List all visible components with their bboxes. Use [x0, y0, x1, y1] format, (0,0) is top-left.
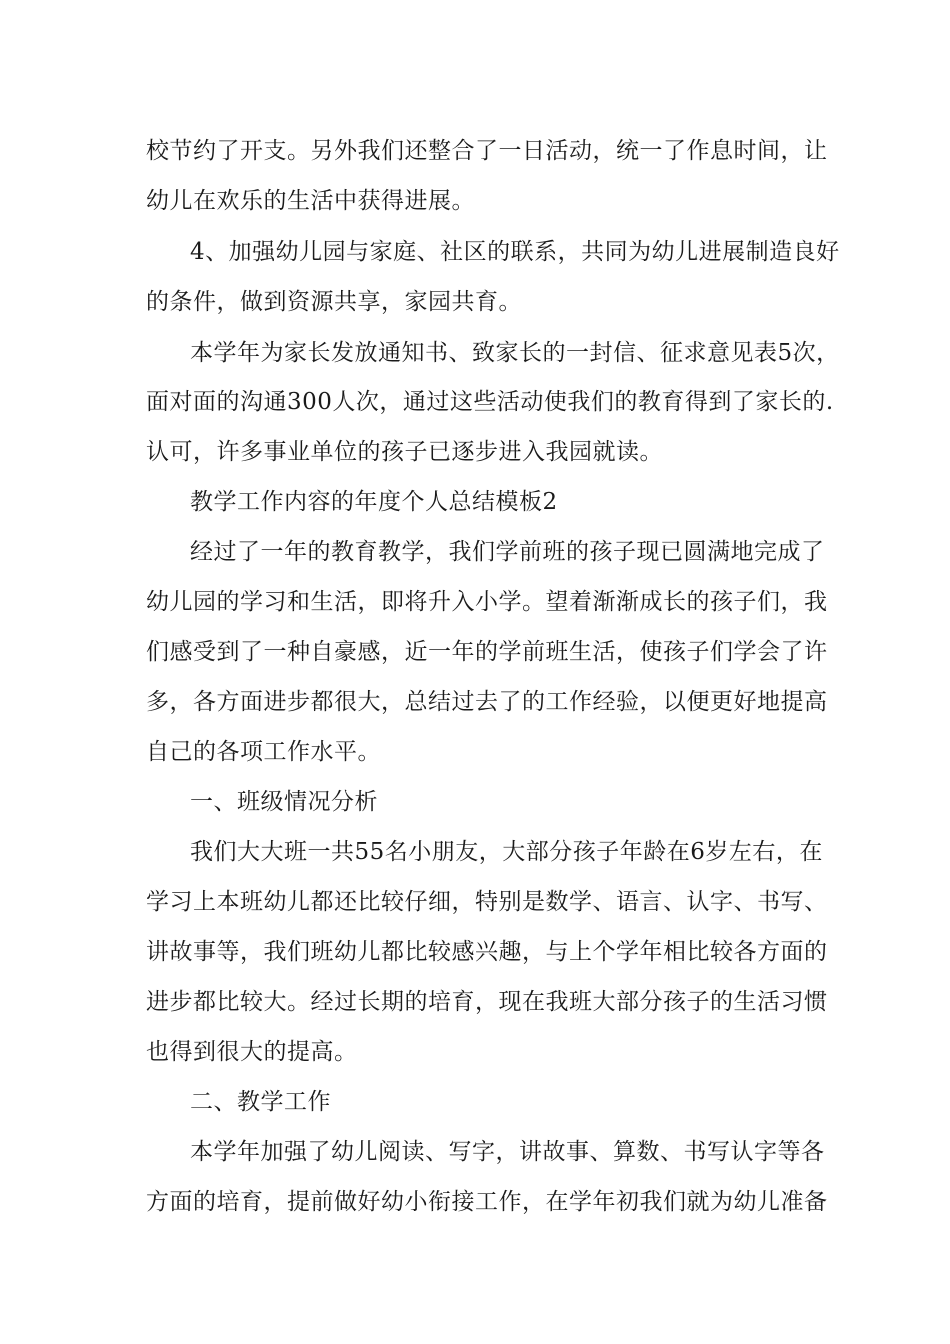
text-line: 4、加强幼儿园与家庭、社区的联系，共同为幼儿进展制造良好: [190, 239, 840, 265]
text-line: 本学年加强了幼儿阅读、写字，讲故事、算数、书写认字等各: [190, 1139, 825, 1165]
text-line: 认可，许多事业单位的孩子已逐步进入我园就读。: [146, 439, 663, 465]
text-line: 面对面的沟通300人次，通过这些活动使我们的教育得到了家长的.: [146, 389, 834, 415]
text-line: 我们大大班一共55名小朋友，大部分孩子年龄在6岁左右，在: [190, 839, 823, 865]
section-title: 教学工作内容的年度个人总结模板2: [190, 489, 558, 515]
text-line: 多，各方面进步都很大，总结过去了的工作经验，以便更好地提高: [146, 689, 828, 715]
text-line: 进步都比较大。经过长期的培育，现在我班大部分孩子的生活习惯: [146, 989, 828, 1015]
text-line: 的条件，做到资源共享，家园共育。: [146, 289, 522, 315]
text-line: 幼儿在欢乐的生活中获得进展。: [146, 188, 475, 214]
text-line: 经过了一年的教育教学，我们学前班的孩子现已圆满地完成了: [190, 539, 825, 565]
text-line: 本学年为家长发放通知书、致家长的一封信、征求意见表5次，: [190, 340, 840, 366]
text-line: 们感受到了一种自豪感，近一年的学前班生活，使孩子们学会了许: [146, 639, 828, 665]
text-line: 也得到很大的提高。: [146, 1039, 358, 1065]
text-line: 校节约了开支。另外我们还整合了一日活动，统一了作息时间，让: [146, 138, 828, 164]
text-line: 学习上本班幼儿都还比较仔细，特别是数学、语言、认字、书写、: [146, 889, 828, 915]
text-line: 讲故事等，我们班幼儿都比较感兴趣，与上个学年相比较各方面的: [146, 939, 828, 965]
text-line: 自己的各项工作水平。: [146, 739, 381, 765]
section-heading: 一、班级情况分析: [190, 789, 378, 815]
text-line: 方面的培育，提前做好幼小衔接工作，在学年初我们就为幼儿准备: [146, 1189, 828, 1215]
text-line: 幼儿园的学习和生活，即将升入小学。望着渐渐成长的孩子们，我: [146, 589, 828, 615]
section-heading: 二、教学工作: [190, 1089, 331, 1115]
